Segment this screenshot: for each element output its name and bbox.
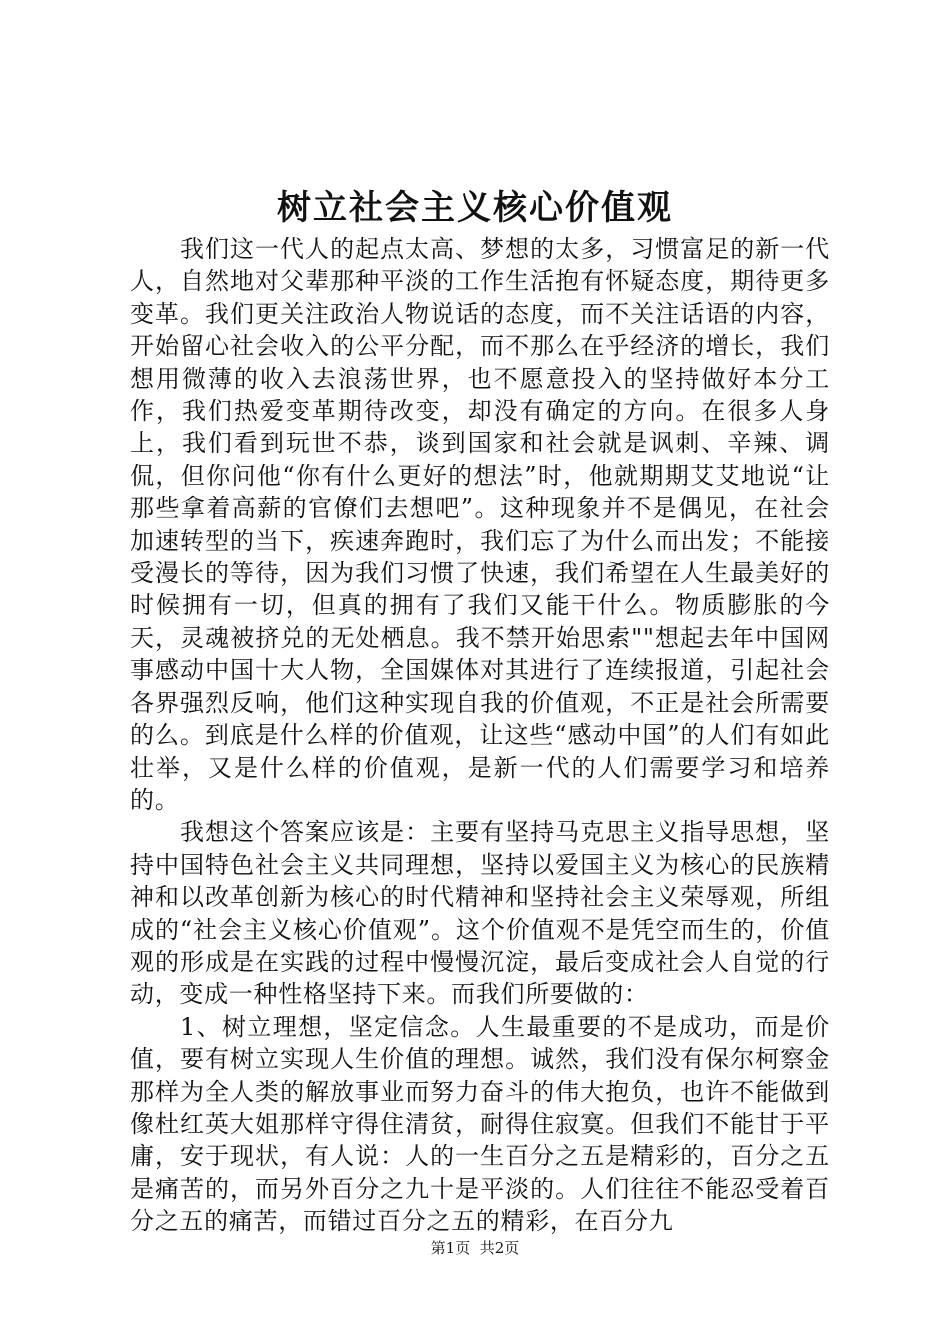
page-footer	[0, 1238, 950, 1258]
page-number-current: 第1页	[430, 1239, 471, 1257]
page-number-total: 共2页	[479, 1239, 520, 1257]
paragraph: 1、树立理想，坚定信念。人生最重要的不是成功，而是价值，要有树立实现人生价值的理想。诚然，我们没有保尔柯察金那样为全人类的解放事业而努力奋斗的伟大抱负，也许不能做到像杜红英大姐那样守得住清贫，耐得住寂寞。但我们不能甘于平庸，安于现状，有人说：人的一生百分之五是精彩的，百分之五是痛苦的，而另外百分之九十是平淡的。人们往往不能忍受着百分之五的痛苦，而错过百分之五的精彩，在百分九	[130, 1012, 830, 1236]
paragraph: 我想这个答案应该是：主要有坚持马克思主义指导思想，坚持中国特色社会主义共同理想，坚持以爱国主义为核心的民族精神和以改革创新为核心的时代精神和坚持社会主义荣辱观，所组成的“社会主义核心价值观”。这个价值观不是凭空而生的，价值观的形成是在实践的过程中慢慢沉淀，最后变成社会人自觉的行动，变成一种性格坚持下来。而我们所要做的：	[130, 818, 830, 1009]
document-body	[130, 233, 830, 1238]
paragraph: 我们这一代人的起点太高、梦想的太多，习惯富足的新一代人，自然地对父辈那种平淡的工作生活抱有怀疑态度，期待更多变革。我们更关注政治人物说话的态度，而不关注话语的内容，开始留心社会收入的公平分配，而不那么在乎经济的增长，我们想用微薄的收入去浪荡世界，也不愿意投入的坚持做好本分工作，我们热爱变革期待改变，却没有确定的方向。在很多人身上，我们看到玩世不恭，谈到国家和社会就是讽刺、辛辣、调侃，但你问他“你有什么更好的想法”时，他就期期艾艾地说“让那些拿着高薪的官僚们去想吧”。这种现象并不是偶见，在社会加速转型的当下，疾速奔跑时，我们忘了为什么而出发；不能接受漫长的等待，因为我们习惯了快速，我们希望在人生最美好的时候拥有一切，但真的拥有了我们又能干什么。物质膨胀的今天，灵魂被挤兑的无处栖息。我不禁开始思索""想起去年中国网事感动中国十大人物，全国媒体对其进行了连续报道，引起社会各界强烈反响，他们这种实现自我的价值观，不正是社会所需要的么。到底是什么样的价值观，让这些“感动中国”的人们有如此壮举，又是什么样的价值观，是新一代的人们需要学习和培养的。	[130, 235, 830, 814]
document-title: 树立社会主义核心价值观	[277, 188, 673, 228]
footer-spacer	[470, 1239, 480, 1257]
